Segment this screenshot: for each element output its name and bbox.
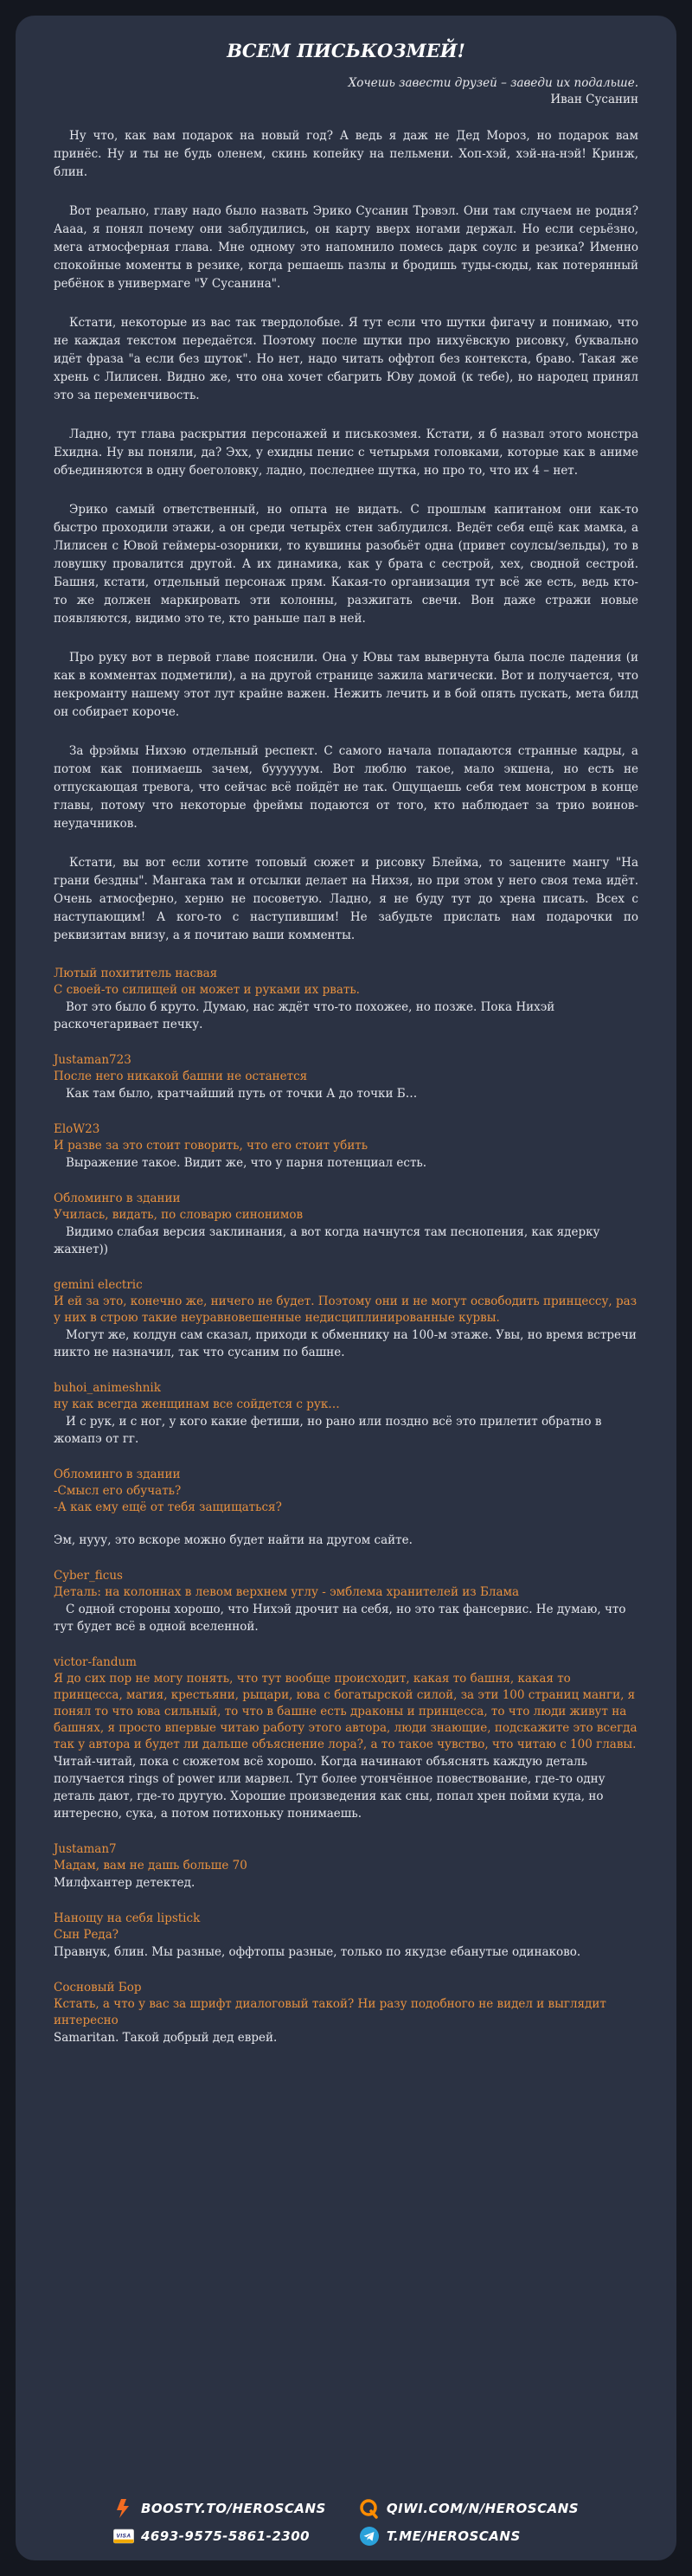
footer-column-left [113,2498,326,2547]
comment-reply: Видимо слабая версия заклинания, а вот когда начнутся там песнопения, как ядерку жахнет)) [54,1225,600,1256]
comment [54,1277,638,1361]
paragraph: Ладно, тут глава раскрытия персонажей и писькозмея. Кстати, я б назвал этого монстра Ехидна. Ну вы поняли, да? Эхх, у ехидны пенис с четырьмя головками, которые как в аниме объединяются в одну боеголовку, ладно, последнее шутка, но про то, что их 4 – нет. [54,427,638,478]
comment [54,1654,638,1822]
boosty-icon [113,2498,134,2519]
epigraph [54,75,638,108]
paragraph: Кстати, вы вот если хотите топовый сюжет и рисовку Блейма, то зацените мангу "На грани бездны". Мангака там и отсылки делает на Нихэя, но при этом у него своя тема идёт. Очень атмосферно, херню не посоветую. Ладно, я не буду тут до хрена писать. Всех с наступающим! А кого-то с наступившим! Не забудьте прислать нам подарочки по реквизитам внизу, а я почитаю ваши комменты. [54,856,638,942]
comment [54,1121,638,1172]
comment-author: EloW23 [54,1122,100,1136]
page-title: ВСЕМ ПИСЬКОЗМЕЙ! [227,40,465,61]
content-inner [16,16,676,2046]
comment-author: Лютый похититель насвая [54,967,218,980]
comment [54,1568,638,1635]
comment [54,966,638,1033]
comment-author: Нанощу на себя lipstick [54,1911,201,1925]
comment-author: gemini electric [54,1278,143,1292]
comment-author: victor-fandum [54,1655,137,1669]
paragraph: Ну что, как вам подарок на новый год? А ведь я даж не Дед Мороз, но подарок вам принёс. Ну и ты не будь оленем, скинь копейку на пельмени. Хоп-хэй, хэй-на-нэй! Кринж, блин. [54,129,638,179]
comments-list [54,966,638,2046]
comment-reply: Эм, нууу, это вскоре можно будет найти на другом сайте. [54,1533,413,1547]
comment-reply: Выражение такое. Видит же, что у парня потенциал есть. [66,1156,427,1170]
visa-card-number[interactable] [113,2526,326,2547]
comment-quote: С своей-то силищей он может и руками их рвать. [54,983,360,997]
comment-quote: Сын Реда? [54,1928,119,1942]
paragraph: За фрэймы Нихэю отдельный респект. С самого начала попадаются странные кадры, а потом как понимаешь зачем, буууууум. Вот люблю такое, мало экшена, но есть не отпускающая тревога, что сейчас всё пойдёт не так. Ощущаешь себя тем монстром в конце главы, потому что некоторые фреймы подаются от того, кто наблюдает за трио воинов-неудачников. [54,744,638,831]
content-card [16,16,676,2560]
paragraph: Кстати, некоторые из вас так твердолобые. Я тут если что шутки фигачу и понимаю, что не каждая текстом передаётся. Поэтому после шутки про нихуёвскую рисовку, буквально идёт фраза "а если без шуток". Но нет, надо читать оффтоп без контекста, браво. Такая же хрень с Лилисен. Видно же, что она хочет сбагрить Юву домой (к тебе), но народец принял это за переменчивость. [54,316,638,402]
comment-reply: Как там было, кратчайший путь от точки А до точки Б… [66,1087,418,1101]
comment-reply: Вот это было б круто. Думаю, нас ждёт что-то похожее, но позже. Пока Нихэй раскочегаривает печку. [54,1000,555,1031]
comment [54,1052,638,1102]
comment-reply: Могут же, колдун сам сказал, приходи к обменнику на 100-м этаже. Увы, но время встречи никто не назначил, так что сусаним по башне. [54,1328,637,1359]
qiwi-icon [359,2498,380,2519]
telegram-link[interactable] [359,2526,579,2547]
comment-reply: Samaritan. Такой добрый дед еврей. [54,2031,278,2045]
comment-author: Cyber_ficus [54,1569,123,1583]
footer-column-right [359,2498,579,2547]
comment-quote: Я до сих пор не могу понять, что тут вообще происходит, какая то башня, какая то принцесса, магия, крестьяни, рыцари, юва с богатырской силой, за эти 100 страниц манги, я понял то что юва сильный, то что в башне есть драконы и принцесса, то что люди живут на башнях, я просто впервые читаю работу этого автора, люди знающие, подскажите это всегда так у автора и будет ли дальше объяснение лора?, а то такое чувство, что читаю с 100 главы. [54,1672,638,1751]
comment-author: buhoi_animeshnik [54,1381,161,1395]
comment-quote: Деталь: на колоннах в левом верхнем углу - эмблема хранителей из Блама [54,1585,520,1599]
comment [54,1841,638,1892]
visa-text: 4693-9575-5861-2300 [140,2528,311,2544]
comment-author: Сосновый Бор [54,1981,142,1995]
comment-author: Обломинго в здании [54,1468,181,1481]
article-body [54,127,638,945]
comment [54,1191,638,1258]
comment-quote: Училась, видать, по словарю синонимов [54,1208,304,1222]
epigraph-author: Иван Сусанин [550,93,638,106]
visa-card-icon [113,2526,134,2547]
comment [54,1980,638,2046]
comment-reply: С одной стороны хорошо, что Нихэй дрочит на себя, но это так фансервис. Не думаю, что тут будет всё в одной вселенной. [54,1603,626,1634]
qiwi-link[interactable] [359,2498,579,2519]
telegram-icon [359,2526,380,2547]
comment-quote: После него никакой башни не останется [54,1070,308,1083]
epigraph-quote: Хочешь завести друзей – заведи их подальше. [348,76,638,90]
visa-card-label: VISA [116,2533,131,2540]
comment-quote: Мадам, вам не дашь больше 70 [54,1859,247,1873]
boosty-link[interactable] [113,2498,326,2519]
qiwi-text: QIWI.COM/N/HEROSCANS [386,2501,580,2516]
comment [54,1380,638,1448]
comment-reply: И с рук, и с ног, у кого какие фетиши, но рано или поздно всё это прилетит обратно в жомапэ от гг. [54,1415,602,1446]
paragraph: Эрико самый ответственный, но опыта не видать. С прошлым капитаном они как-то быстро проходили этажи, а он среди четырёх стен заблудился. Ведёт себя ещё как мамка, а Лилисен с Ювой геймеры-озорники, то кувшины разобьёт одна (привет соулсы/зельды), то в ловушку провалится другой. А их динамика, как у брата с сестрой, хех, сводной сестрой. Башня, кстати, отдельный персонаж прям. Какая-то организация тут всё же есть, ведь кто-то же должен маркировать эти колонны, разжигать свечи. Вон даже стражи новые появляются, видимо это те, кто раньше пал в ней. [54,503,638,626]
donation-footer [16,2498,676,2547]
comment [54,1467,638,1549]
comment-quote: -Смысл его обучать? -А как ему ещё от тебя защищаться? [54,1484,282,1514]
comment-author: Justaman723 [54,1053,131,1067]
comment-reply: Правнук, блин. Мы разные, оффтопы разные, только по якудзе ебанутые одинаково. [54,1945,581,1959]
comment-quote: И ей за это, конечно же, ничего не будет. Поэтому они и не могут освободить принцессу, раз у них в строю такие неуравновешенные недисциплинированные курвы. [54,1294,638,1325]
paragraph: Про руку вот в первой главе пояснили. Она у Ювы там вывернута была после падения (и как в комментах подметили), а на другой странице зажила магически. Вот и получается, что некроманту нашему этот лут крайне важен. Нежить лечить и в бой опять пускать, мета билд он собирает короче. [54,651,638,719]
comment-author: Обломинго в здании [54,1192,181,1205]
paragraph: Вот реально, главу надо было назвать Эрико Сусанин Трэвэл. Они там случаем не родня? Аааа, я понял почему они заблудились, он карту вверх ногами держал. Но если серьёзно, мега атмосферная глава. Мне одному это напомнило помесь дарк соулс и резика? Именно спокойные моменты в резике, когда решаешь пазлы и бродишь туды-сюды, как потерянный ребёнок в универмаге "У Сусанина". [54,204,638,291]
comment-quote: Кстать, а что у вас за шрифт диалоговый такой? Ни разу подобного не видел и выглядит интересно [54,1997,606,2027]
comment-author: Justaman7 [54,1842,117,1856]
comment-quote: И разве за это стоит говорить, что его стоит убить [54,1139,368,1153]
comment-reply: Читай-читай, пока с сюжетом всё хорошо. Когда начинают объяснять каждую деталь получается rings of power или марвел. Тут более утончённое повествование, где-то одну деталь дают, где-то другую. Хорошие произведения как сны, попал хрен пойми куда, но интересно, сука, а потом потихоньку понимаешь. [54,1755,606,1821]
telegram-text: T.ME/HEROSCANS [386,2528,521,2544]
comment-quote: ну как всегда женщинам все сойдется с рук… [54,1397,340,1411]
comment-reply: Милфхантер детектед. [54,1876,195,1890]
boosty-text: BOOSTY.TO/HEROSCANS [140,2501,326,2516]
comment [54,1911,638,1961]
